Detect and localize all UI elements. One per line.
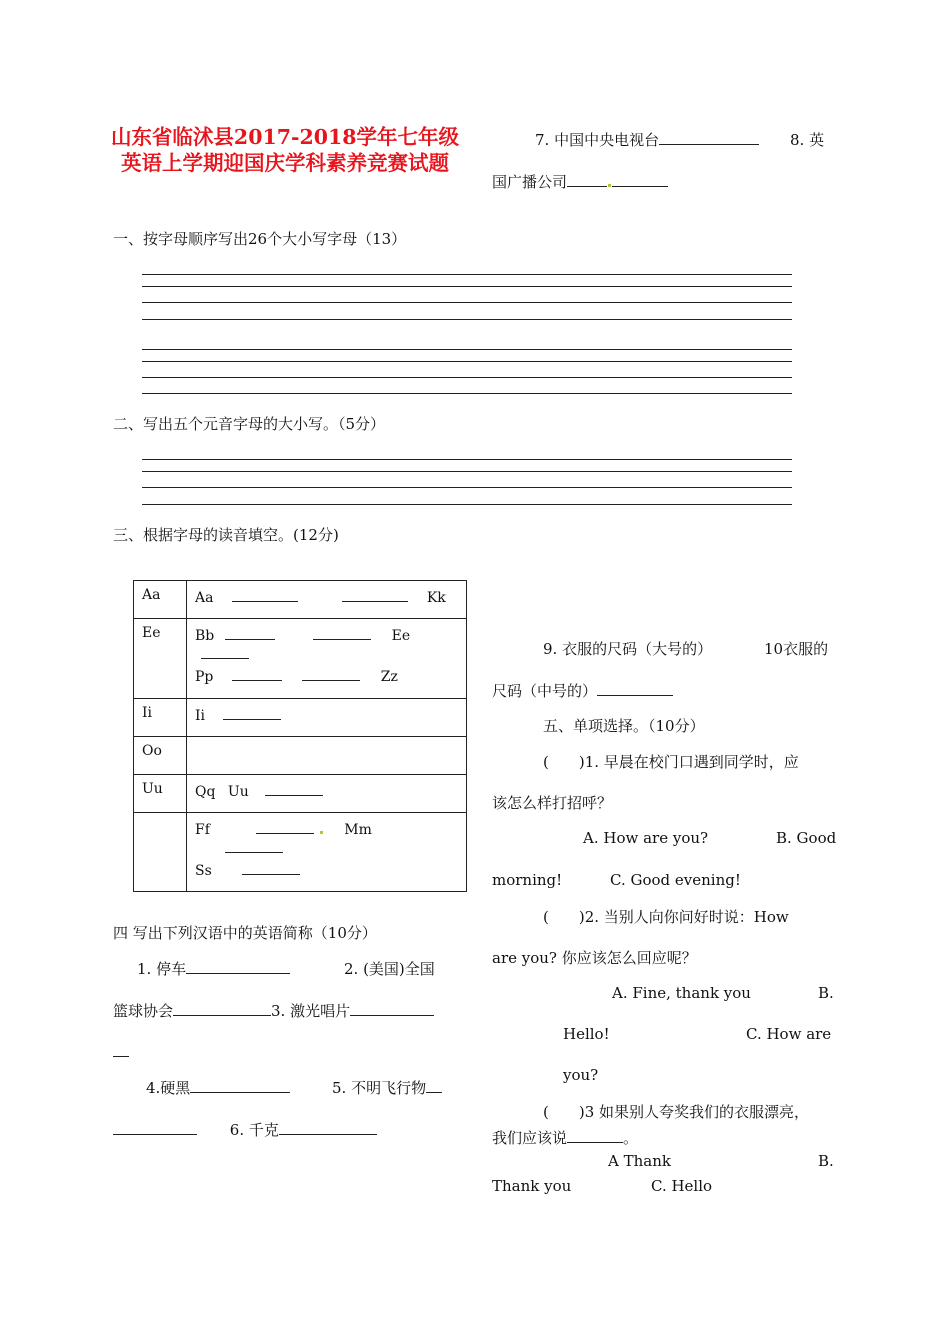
answer-blank[interactable] <box>659 130 759 145</box>
option-5-2-c-cont: you? <box>563 1066 599 1084</box>
writing-line <box>142 377 792 378</box>
table-row <box>134 699 467 737</box>
question-4-10: 10衣服的 <box>764 640 829 658</box>
question-text: 1. 停车 <box>137 960 187 978</box>
writing-line <box>142 286 792 287</box>
question-text: 3. 激光唱片 <box>271 1002 351 1020</box>
answer-blank[interactable] <box>225 625 275 640</box>
table-cell-key <box>134 813 187 892</box>
answer-blank[interactable] <box>567 1128 623 1143</box>
dot-mark <box>320 831 323 834</box>
writing-line <box>142 319 792 320</box>
writing-line <box>142 471 792 472</box>
writing-line <box>142 459 792 460</box>
writing-line <box>142 487 792 488</box>
option-5-3-c[interactable]: C. Hello <box>651 1177 713 1195</box>
question-text: 尺码（中号的） <box>492 682 598 700</box>
question-4-10-cont <box>492 680 673 701</box>
question-4-2: 2. (美国)全国 <box>344 960 435 978</box>
option-5-3-a[interactable]: A Thank <box>608 1152 671 1170</box>
letter: Mm <box>344 822 372 838</box>
letter: Qq <box>195 784 216 800</box>
question-5-2: ( )2. 当别人向你问好时说：How <box>543 908 789 926</box>
answer-blank[interactable] <box>342 587 408 602</box>
answer-blank[interactable] <box>186 959 290 974</box>
table-cell-answers <box>187 581 467 619</box>
letter: Bb <box>195 628 215 644</box>
section2-heading: 二、写出五个元音字母的大小写。（5分） <box>113 415 386 433</box>
answer-blank[interactable] <box>313 625 371 640</box>
answer-blank[interactable] <box>567 172 607 187</box>
question-text: 国广播公司 <box>492 173 568 191</box>
letter: Pp <box>195 669 214 685</box>
letter: Ff <box>195 822 210 838</box>
question-5-1: ( )1. 早晨在校门口遇到同学时，应 <box>543 753 799 771</box>
answer-blank[interactable] <box>350 1001 434 1016</box>
question-4-1 <box>137 958 290 979</box>
question-text: 6. 千克 <box>229 1121 279 1139</box>
question-5-3: ( )3 如果别人夸奖我们的衣服漂亮， <box>543 1103 810 1121</box>
table-cell-answers <box>187 813 467 892</box>
option-5-2-b[interactable]: B. <box>818 984 834 1002</box>
question-4-6 <box>113 1119 377 1140</box>
letter: Ii <box>195 708 206 724</box>
option-5-1-b[interactable]: B. Good <box>776 829 837 847</box>
writing-line <box>142 302 792 303</box>
page-title: 山东省临沭县2017-2018学年七年级英语上学期迎国庆学科素养竞赛试题 <box>110 125 460 175</box>
letter: Ee <box>391 628 411 644</box>
option-5-1-b-cont: morning! <box>492 871 563 889</box>
question-4-4 <box>146 1077 290 1098</box>
answer-blank[interactable] <box>190 1078 290 1093</box>
option-5-1-a[interactable]: A. How are you? <box>583 829 709 847</box>
writing-line <box>142 274 792 275</box>
answer-blank[interactable] <box>256 819 314 834</box>
writing-line <box>142 349 792 350</box>
letter: Kk <box>426 590 446 606</box>
answer-blank[interactable] <box>426 1078 442 1093</box>
answer-blank[interactable] <box>597 681 673 696</box>
table-cell-answers <box>187 737 467 775</box>
table-row <box>134 737 467 775</box>
letter: Aa <box>195 590 214 606</box>
table-cell-key: Ii <box>134 699 187 737</box>
section5-heading: 五、单项选择。（10分） <box>543 717 705 735</box>
answer-blank[interactable] <box>232 666 282 681</box>
question-5-2-cont: are you? 你应该怎么回应呢？ <box>492 949 697 967</box>
answer-blank[interactable] <box>173 1001 271 1016</box>
answer-blank[interactable] <box>113 1042 129 1057</box>
question-text: 篮球协会 <box>113 1002 174 1020</box>
answer-blank[interactable] <box>113 1120 197 1135</box>
question-5-3-cont <box>492 1127 638 1148</box>
dot-mark <box>608 184 611 187</box>
answer-blank[interactable] <box>302 666 360 681</box>
section4-heading: 四 写出下列汉语中的英语简称（10分） <box>113 924 377 942</box>
question-text: 7. 中国中央电视台 <box>535 131 660 149</box>
question-text: 5. 不明飞行物 <box>332 1079 427 1097</box>
answer-blank[interactable] <box>225 838 283 853</box>
option-5-2-a[interactable]: A. Fine, thank you <box>612 984 751 1002</box>
option-5-2-b-cont: Hello! <box>563 1025 610 1043</box>
answer-blank[interactable] <box>232 587 298 602</box>
table-cell-key: Oo <box>134 737 187 775</box>
option-5-3-b-cont: Thank you <box>492 1177 572 1195</box>
question-text: 4.硬黑 <box>146 1079 191 1097</box>
writing-line <box>142 361 792 362</box>
option-5-3-b[interactable]: B. <box>818 1152 834 1170</box>
answer-blank-continued <box>113 1042 129 1061</box>
option-5-2-c[interactable]: C. How are <box>746 1025 832 1043</box>
question-4-8-cont <box>492 171 668 192</box>
table-cell-key: Ee <box>134 619 187 699</box>
letter: Uu <box>227 784 249 800</box>
answer-blank[interactable] <box>242 860 300 875</box>
table-row <box>134 619 467 699</box>
writing-line <box>142 504 792 505</box>
letter: Ss <box>195 863 212 879</box>
section3-heading: 三、根据字母的读音填空。(12分) <box>113 526 339 544</box>
option-5-1-c[interactable]: C. Good evening! <box>610 871 741 889</box>
table-cell-answers <box>187 699 467 737</box>
question-text: 。 <box>623 1129 639 1147</box>
table-cell-key: Uu <box>134 775 187 813</box>
answer-blank[interactable] <box>612 172 668 187</box>
answer-blank[interactable] <box>279 1120 377 1135</box>
table-row <box>134 581 467 619</box>
question-4-8: 8. 英 <box>790 131 825 149</box>
question-4-9: 9. 衣服的尺码（大号的） <box>543 640 713 658</box>
answer-blank[interactable] <box>223 705 281 720</box>
letter-sound-table <box>133 580 467 892</box>
answer-blank[interactable] <box>201 644 249 659</box>
answer-blank[interactable] <box>265 781 323 796</box>
question-4-2-3 <box>113 1000 434 1021</box>
writing-line <box>142 393 792 394</box>
table-cell-key: Aa <box>134 581 187 619</box>
question-5-1-cont: 该怎么样打招呼？ <box>492 794 613 812</box>
question-text: 我们应该说 <box>492 1129 568 1147</box>
table-cell-answers <box>187 775 467 813</box>
table-cell-answers <box>187 619 467 699</box>
table-row <box>134 775 467 813</box>
table-row <box>134 813 467 892</box>
question-4-5 <box>332 1077 442 1098</box>
section1-heading: 一、按字母顺序写出26个大小写字母（13） <box>113 230 407 248</box>
question-4-7 <box>535 129 759 150</box>
letter: Zz <box>380 669 398 685</box>
